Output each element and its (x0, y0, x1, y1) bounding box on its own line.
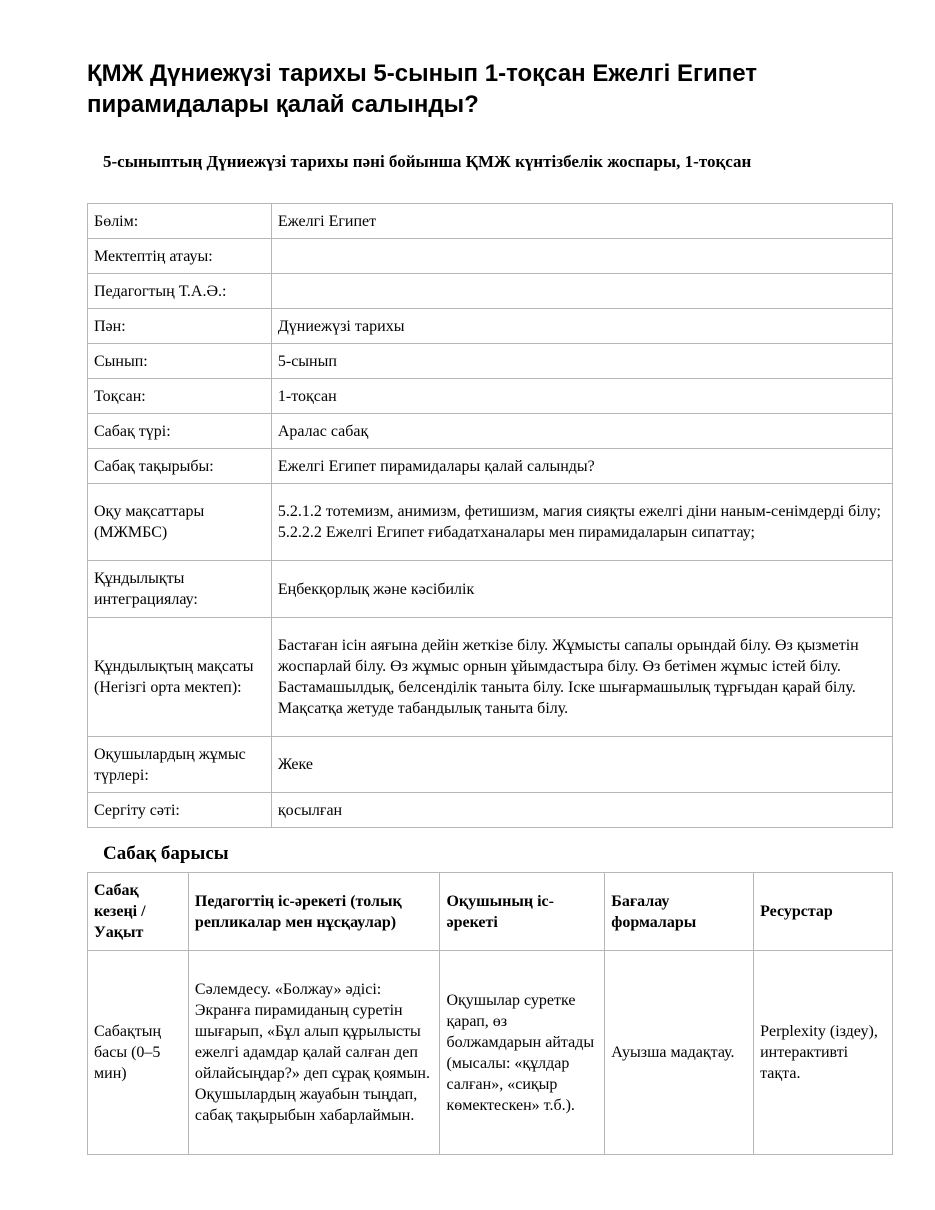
table-row (88, 449, 893, 484)
info-key: Құндылықты интеграциялау: (88, 561, 272, 618)
info-value: 5.2.1.2 тотемизм, анимизм, фетишизм, магия сияқты ежелгі діни наным-сенімдерді білу; 5.2.2.2 Ежелгі Египет ғибадатханалары мен пирамидаларын сипаттау; (271, 484, 892, 561)
table-cell: Perplexity (іздеу), интерактивті тақта. (754, 951, 893, 1155)
info-key: Сергіту сәті: (88, 793, 272, 828)
lesson-info-table (87, 203, 893, 828)
info-key: Сынып: (88, 344, 272, 379)
info-value: Бастаған ісін аяғына дейін жеткізе білу. Жұмысты сапалы орындай білу. Өз қызметін жоспарлай білу. Өз жұмыс орнын ұйымдастыра білу. Өз бетімен жұмыс істей білу. Бастамашылдық, белсенділік таныта білу. Іске шығармашылық тұрғыдан қарай білу. Мақсатқа жетуде табандылық таныта білу. (271, 618, 892, 737)
table-row (88, 561, 893, 618)
info-key: Пән: (88, 309, 272, 344)
info-value (271, 239, 892, 274)
info-key: Сабақ түрі: (88, 414, 272, 449)
info-key: Педагогтың Т.А.Ә.: (88, 274, 272, 309)
info-value: қосылған (271, 793, 892, 828)
table-row (88, 737, 893, 793)
table-row (88, 204, 893, 239)
table-row (88, 618, 893, 737)
document-title: ҚМЖ Дүниежүзі тарихы 5-сынып 1-тоқсан Ежелгі Египет пирамидалары қалай салынды? (87, 60, 757, 118)
table-cell: Ауызша мадақтау. (605, 951, 754, 1155)
info-key: Мектептің атауы: (88, 239, 272, 274)
info-key: Бөлім: (88, 204, 272, 239)
lesson-progress-table (87, 872, 893, 1155)
table-row (88, 239, 893, 274)
info-value: Ежелгі Египет пирамидалары қалай салынды? (271, 449, 892, 484)
column-header-teacher-activity: Педагогтің іс-әрекеті (толық репликалар мен нұсқаулар) (188, 873, 440, 951)
table-row (88, 484, 893, 561)
info-value: 1-тоқсан (271, 379, 892, 414)
info-key: Тоқсан: (88, 379, 272, 414)
column-header-student-activity: Оқушының іс-әрекеті (440, 873, 605, 951)
info-value: 5-сынып (271, 344, 892, 379)
table-row (88, 414, 893, 449)
info-value: Ежелгі Египет (271, 204, 892, 239)
plan-subtitle: 5-сыныптың Дүниежүзі тарихы пәні бойынша ҚМЖ күнтізбелік жоспары, 1-тоқсан (103, 152, 752, 171)
info-value (271, 274, 892, 309)
info-value: Еңбекқорлық және кәсібилік (271, 561, 892, 618)
info-value: Аралас сабақ (271, 414, 892, 449)
table-row (88, 274, 893, 309)
table-row (88, 309, 893, 344)
table-row (88, 344, 893, 379)
table-header-row (88, 873, 893, 951)
column-header-resources: Ресурстар (754, 873, 893, 951)
table-row (88, 793, 893, 828)
table-cell: Оқушылар суретке қарап, өз болжамдарын айтады (мысалы: «құлдар салған», «сиқыр көмектескен» т.б.). (440, 951, 605, 1155)
info-key: Оқушылардың жұмыс түрлері: (88, 737, 272, 793)
info-key: Оқу мақсаттары (МЖМБС) (88, 484, 272, 561)
table-row (88, 951, 893, 1155)
table-cell: Сабақтың басы (0–5 мин) (88, 951, 189, 1155)
table-cell: Сәлемдесу. «Болжау» әдісі: Экранға пирамиданың суретін шығарып, «Бұл алып құрылысты ежелгі адамдар қалай салған деп ойлайсыңдар?» деп сұрақ қоямын. Оқушылардың жауабын тыңдап, сабақ тақырыбын хабарлаймын. (188, 951, 440, 1155)
info-value: Жеке (271, 737, 892, 793)
column-header-assessment: Бағалау формалары (605, 873, 754, 951)
info-value: Дүниежүзі тарихы (271, 309, 892, 344)
info-key: Құндылықтың мақсаты (Негізгі орта мектеп): (88, 618, 272, 737)
lesson-progress-heading: Сабақ барысы (103, 843, 229, 864)
table-row (88, 379, 893, 414)
info-key: Сабақ тақырыбы: (88, 449, 272, 484)
column-header-stage: Сабақ кезеңі / Уақыт (88, 873, 189, 951)
